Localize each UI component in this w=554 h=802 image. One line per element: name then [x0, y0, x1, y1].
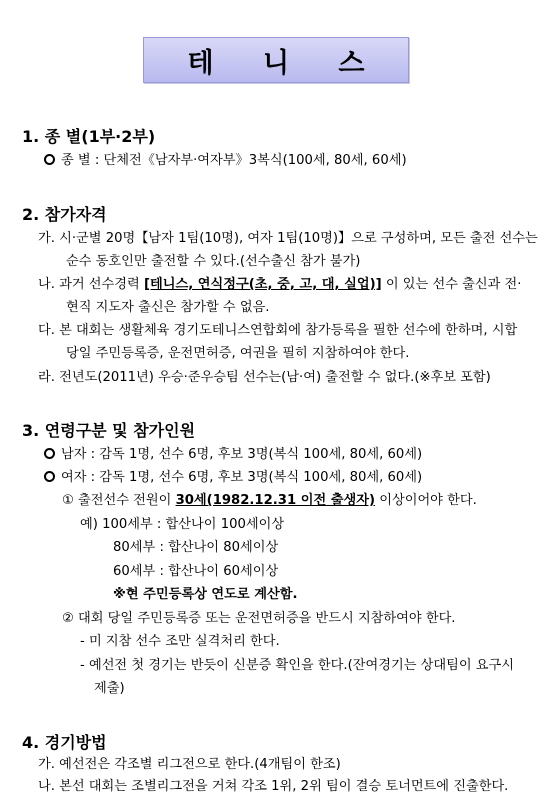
eligibility-ga-line1: 가. 시·군별 20명【남자 1팀(10명), 여자 1팀(10명)】으로 구성하며, 모든 출전 선수는: [38, 231, 538, 246]
age-condition-post: 이상이어야 한다.: [375, 493, 477, 508]
female-team-line: [44, 469, 422, 487]
circle-bullet-icon: [44, 154, 55, 165]
section-4-heading: 4. 경기방법: [22, 733, 107, 752]
id-dash-line2: - 예선전 첫 경기는 반듯이 신분증 확인을 한다.(잔여경기는 상대팀이 요구시: [80, 658, 514, 673]
category-text: 종 별 : 단체전《남자부·여자부》3복식(100세, 80세, 60세): [61, 153, 407, 168]
eligibility-na-bold: [테니스, 연식정구(초, 중, 고, 대, 실업)]: [143, 277, 382, 292]
section-1-heading: 1. 종 별(1부·2부): [22, 127, 156, 146]
section-3-heading: 3. 연령구분 및 참가인원: [22, 421, 196, 440]
circle-bullet-icon: [44, 471, 55, 482]
male-team-text: 남자 : 감독 1명, 선수 6명, 후보 3명(복식 100세, 80세, 60세): [61, 447, 423, 462]
method-na-line: 나. 본선 대회는 조별리그전을 거쳐 각조 1위, 2위 팀이 결승 토너먼트에 진출한다.: [38, 779, 509, 794]
example-60-line: 60세부 : 합산나이 60세이상: [113, 564, 279, 579]
male-team-line: [44, 446, 422, 464]
age-condition-pre: ① 출전선수 전원이: [62, 493, 176, 508]
id-requirement-line: ② 대회 당일 주민등록증 또는 운전면허증을 반드시 지참하여야 한다.: [62, 611, 456, 626]
section-1-line: [44, 152, 407, 170]
id-dash-line1: - 미 지참 선수 조만 실격처리 한다.: [80, 634, 280, 649]
eligibility-na-pre: 나. 과거 선수경력: [38, 277, 144, 292]
method-ga-line: 가. 예선전은 각조별 리그전으로 한다.(4개팀이 한조): [38, 757, 341, 772]
eligibility-ra-line: 라. 전년도(2011년) 우승·준우승팀 선수는(남·여) 출전할 수 없다.(※후보 포함): [38, 370, 491, 385]
example-80-line: 80세부 : 합산나이 80세이상: [113, 540, 279, 555]
section-2-heading: 2. 참가자격: [22, 205, 107, 224]
eligibility-na-line1: [38, 276, 522, 294]
age-condition-bold: 30세(1982.12.31 이전 출생자): [175, 493, 376, 508]
eligibility-ga-line2: 순수 동호인만 출전할 수 있다.(선수출신 참가 불가): [66, 254, 361, 269]
age-note-line: ※현 주민등록상 연도로 계산함.: [113, 587, 298, 602]
id-dash-line3: 제출): [94, 681, 125, 696]
eligibility-na-post: 이 있는 선수 출신과 전·: [381, 277, 522, 292]
circle-bullet-icon: [44, 448, 55, 459]
eligibility-na-line2: 현직 지도자 출신은 참가할 수 없음.: [66, 300, 270, 315]
example-100-line: 예) 100세부 : 합산나이 100세이상: [80, 517, 285, 532]
eligibility-da-line1: 다. 본 대회는 생활체육 경기도테니스연합회에 참가등록을 필한 선수에 한하며, 시합: [38, 323, 518, 338]
eligibility-da-line2: 당일 주민등록증, 운전면허증, 여권을 필히 지참하여야 한다.: [66, 346, 410, 361]
female-team-text: 여자 : 감독 1명, 선수 6명, 후보 3명(복식 100세, 80세, 60세): [61, 470, 423, 485]
age-condition-line: [62, 492, 477, 510]
page-title: 테 니 스: [143, 37, 409, 83]
